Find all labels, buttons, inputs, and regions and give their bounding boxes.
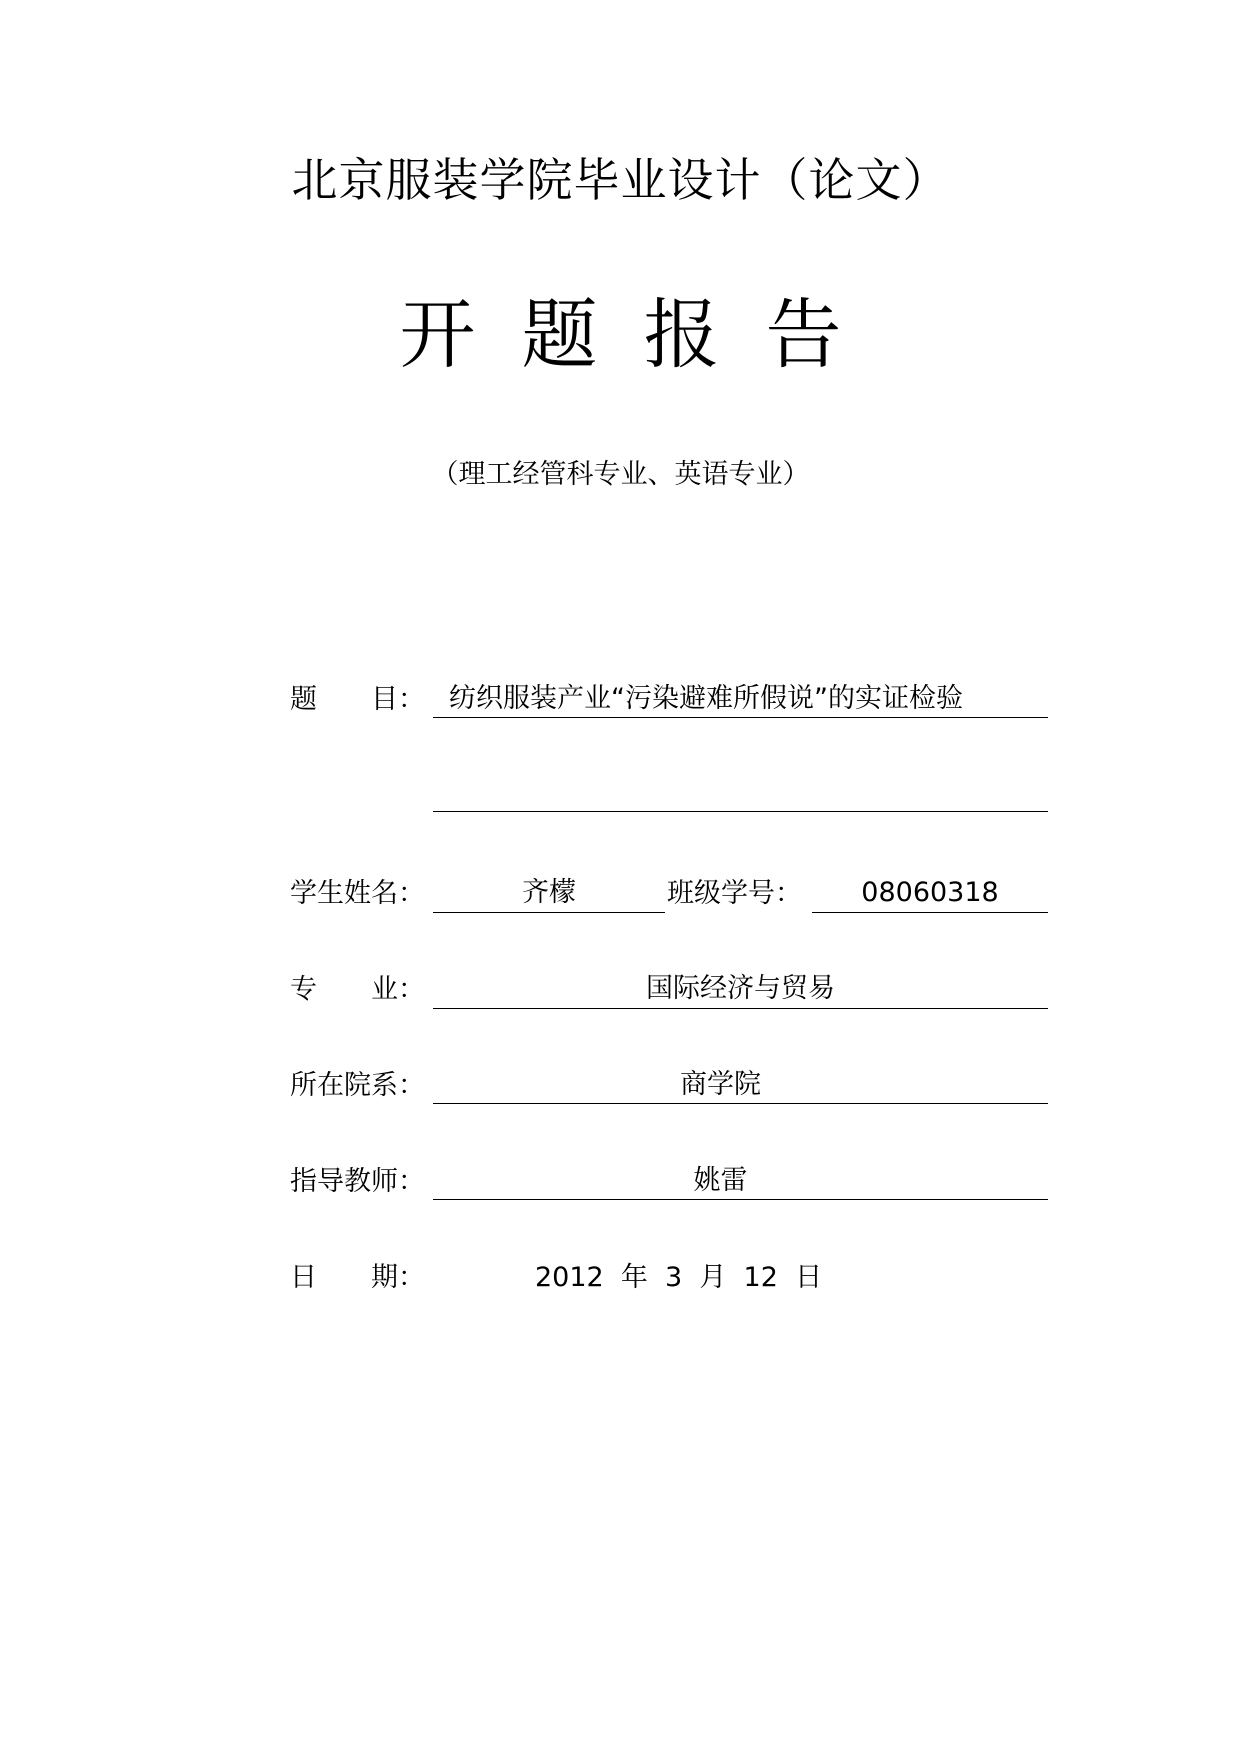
- major-field: 国际经济与贸易: [433, 972, 1048, 1009]
- department-label: 所在院系：: [290, 1070, 425, 1101]
- date-value: 2012 年 3 月 12 日: [535, 1262, 823, 1293]
- advisor-field: 姚雷: [433, 1164, 1048, 1200]
- date-label: 日 期：: [290, 1262, 425, 1293]
- class-id-field: 08060318: [812, 876, 1048, 913]
- student-name-label: 学生姓名：: [290, 878, 425, 909]
- class-id-label: 班级学号：: [667, 878, 802, 909]
- university-title: 北京服装学院毕业设计（论文）: [291, 153, 950, 207]
- topic-field-line-2: [433, 775, 1048, 812]
- topic-field: 纺织服装产业“污染避难所假说”的实证检验: [433, 682, 1048, 718]
- report-subtitle: （理工经管科专业、英语专业）: [431, 459, 810, 490]
- student-name-field: 齐檬: [433, 876, 665, 913]
- major-label: 专 业：: [290, 974, 425, 1005]
- advisor-label: 指导教师：: [290, 1166, 425, 1197]
- topic-label: 题 目：: [290, 684, 425, 715]
- department-field: 商学院: [433, 1068, 1048, 1104]
- report-title: 开题报告: [399, 290, 888, 379]
